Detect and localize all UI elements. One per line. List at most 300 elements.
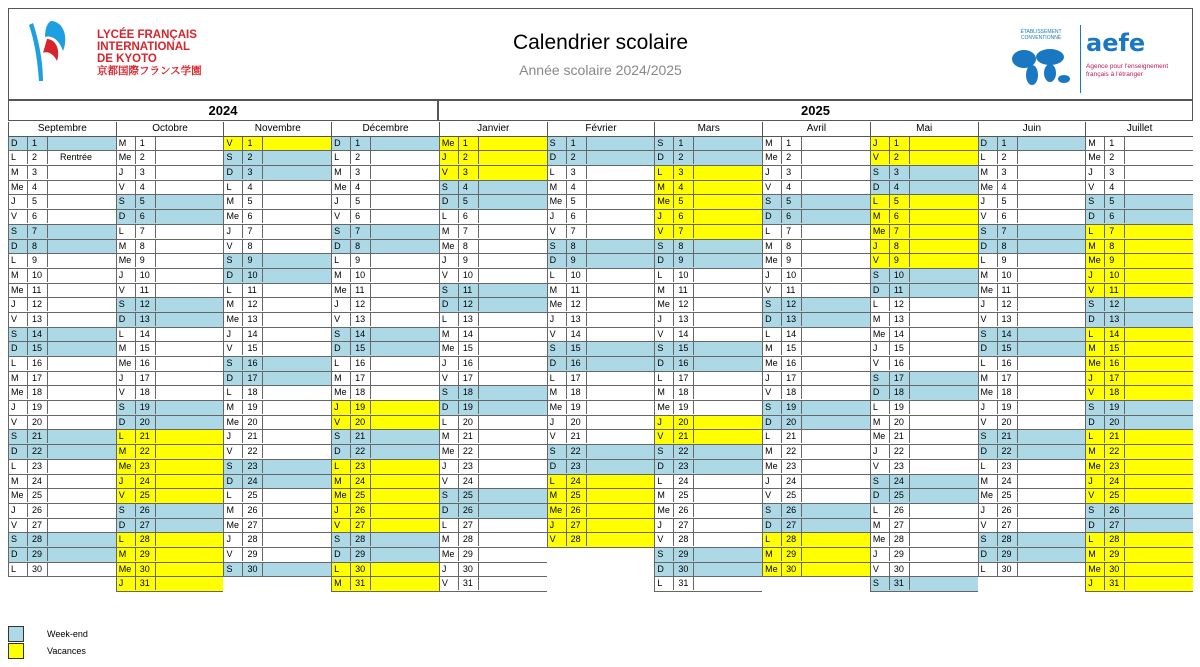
day-letter: M xyxy=(765,548,773,559)
day-row xyxy=(223,151,331,166)
day-letter: M xyxy=(118,240,127,251)
day-row xyxy=(1085,269,1193,284)
day-row xyxy=(8,225,116,240)
day-row xyxy=(654,533,762,548)
day-number: 28 xyxy=(458,533,473,546)
day-number: 24 xyxy=(997,475,1012,488)
day-number: 26 xyxy=(27,504,42,517)
day-row xyxy=(439,519,547,534)
day-letter: M xyxy=(334,475,342,486)
day-note xyxy=(370,372,427,385)
day-letter: J xyxy=(765,372,770,383)
day-row xyxy=(762,460,870,475)
day-letter: Me xyxy=(441,343,455,354)
day-note xyxy=(262,357,319,370)
day-number: 9 xyxy=(997,254,1007,267)
day-letter: J xyxy=(1088,372,1093,383)
day-note xyxy=(47,328,104,341)
day-row xyxy=(116,254,224,269)
day-row xyxy=(223,489,331,504)
day-letter: M xyxy=(549,387,558,398)
day-letter: J xyxy=(334,196,339,207)
day-number: 4 xyxy=(458,181,468,194)
day-row xyxy=(223,357,331,372)
day-number: 17 xyxy=(242,372,257,385)
day-row xyxy=(1085,240,1193,255)
day-letter: J xyxy=(872,343,878,354)
day-letter: Me xyxy=(765,255,778,266)
day-number: 18 xyxy=(350,386,365,399)
day-note xyxy=(47,401,104,414)
day-note xyxy=(155,519,212,532)
day-note xyxy=(370,298,427,311)
day-letter: S xyxy=(334,534,341,545)
day-number: 30 xyxy=(350,563,365,576)
day-row xyxy=(547,225,655,240)
day-note xyxy=(47,357,104,370)
day-number: 4 xyxy=(1104,181,1114,194)
day-row xyxy=(1085,357,1193,372)
day-letter: V xyxy=(657,328,664,339)
day-letter: Me xyxy=(334,284,347,295)
day-letter: S xyxy=(118,299,125,310)
day-note xyxy=(801,475,858,488)
day-number: 31 xyxy=(889,577,904,590)
day-letter: J xyxy=(765,167,770,178)
day-note xyxy=(155,298,212,311)
day-note xyxy=(693,210,750,223)
day-number: 8 xyxy=(781,240,791,253)
day-row xyxy=(116,504,224,519)
day-letter: D xyxy=(226,167,233,178)
day-number: 7 xyxy=(997,225,1007,238)
day-note xyxy=(47,548,104,561)
day-note xyxy=(478,548,535,561)
day-letter: L xyxy=(765,328,771,339)
day-note xyxy=(801,195,858,208)
day-note xyxy=(693,240,750,253)
day-number: 3 xyxy=(135,166,145,179)
day-number: 19 xyxy=(350,401,365,414)
day-letter: L xyxy=(980,255,986,266)
day-letter: V xyxy=(765,181,772,192)
day-row xyxy=(870,460,978,475)
day-letter: L xyxy=(334,358,340,368)
day-note xyxy=(801,489,858,502)
day-letter: S xyxy=(118,402,125,413)
day-number: 13 xyxy=(350,313,365,326)
day-note xyxy=(47,166,104,179)
day-row xyxy=(978,166,1086,181)
day-note xyxy=(47,563,104,576)
day-number: 23 xyxy=(27,460,42,473)
day-row xyxy=(654,563,762,578)
day-note xyxy=(693,372,750,385)
day-letter: L xyxy=(11,563,17,574)
day-row xyxy=(1085,533,1193,548)
day-number: 5 xyxy=(889,195,899,208)
day-number: 28 xyxy=(673,533,688,546)
day-row xyxy=(439,563,547,578)
day-row xyxy=(547,357,655,372)
day-row xyxy=(331,137,439,152)
day-row xyxy=(8,210,116,225)
day-row xyxy=(331,181,439,196)
day-letter: S xyxy=(657,137,664,148)
aefe-logo xyxy=(1006,21,1186,96)
day-number: 30 xyxy=(458,563,473,576)
day-number: 3 xyxy=(350,166,360,179)
day-note xyxy=(801,416,858,429)
day-row xyxy=(223,313,331,328)
day-letter: V xyxy=(441,269,448,280)
day-row xyxy=(762,328,870,343)
day-letter: V xyxy=(441,372,448,383)
day-number: 19 xyxy=(27,401,42,414)
day-number: 6 xyxy=(27,210,37,223)
day-row xyxy=(762,416,870,431)
day-note xyxy=(693,577,750,590)
day-note xyxy=(586,195,643,208)
day-letter: Me xyxy=(765,358,778,368)
day-row xyxy=(870,548,978,563)
day-letter: J xyxy=(118,269,124,280)
day-note xyxy=(1017,151,1074,164)
day-letter: L xyxy=(872,299,878,310)
day-number: 23 xyxy=(458,460,473,473)
day-note xyxy=(801,563,858,576)
lycee-logo xyxy=(19,17,202,97)
day-row xyxy=(8,357,116,372)
day-letter: V xyxy=(872,460,879,471)
school-name-line: INTERNATIONAL xyxy=(97,41,191,53)
day-row xyxy=(331,372,439,387)
day-letter: S xyxy=(441,387,448,398)
day-note xyxy=(47,416,104,429)
day-letter: V xyxy=(980,313,987,324)
day-row xyxy=(1085,298,1193,313)
day-letter: L xyxy=(11,358,17,368)
day-row xyxy=(547,313,655,328)
day-note xyxy=(262,372,319,385)
day-letter: M xyxy=(334,167,342,178)
day-note xyxy=(693,342,750,355)
day-letter: S xyxy=(441,490,448,501)
day-row xyxy=(547,372,655,387)
day-letter: Me xyxy=(549,504,563,515)
month-column xyxy=(870,122,978,592)
day-note xyxy=(478,225,535,238)
day-row xyxy=(870,386,978,401)
day-note xyxy=(262,225,319,238)
day-note xyxy=(370,386,427,399)
day-number: 22 xyxy=(673,445,688,458)
day-note xyxy=(586,210,643,223)
day-number: 29 xyxy=(673,548,688,561)
day-row xyxy=(762,401,870,416)
day-number: 9 xyxy=(350,254,360,267)
day-row xyxy=(439,489,547,504)
day-row xyxy=(870,328,978,343)
day-row xyxy=(331,151,439,166)
day-row xyxy=(116,577,224,592)
day-row xyxy=(116,328,224,343)
day-number: 1 xyxy=(135,137,145,150)
day-note xyxy=(693,166,750,179)
day-row xyxy=(439,548,547,563)
day-note xyxy=(370,460,427,473)
day-letter: V xyxy=(334,519,341,530)
day-row xyxy=(223,298,331,313)
day-number: 1 xyxy=(242,137,252,150)
day-number: 19 xyxy=(673,401,688,414)
day-note xyxy=(478,489,535,502)
day-note xyxy=(693,284,750,297)
day-letter: Me xyxy=(549,299,563,310)
day-note xyxy=(586,386,643,399)
day-row xyxy=(223,519,331,534)
aefe-wordmark: aefe xyxy=(1086,29,1146,57)
day-letter: M xyxy=(980,167,989,178)
day-note xyxy=(909,430,966,443)
day-number: 5 xyxy=(781,195,791,208)
day-note xyxy=(47,181,104,194)
day-row xyxy=(762,372,870,387)
month-name: Mars xyxy=(654,122,762,137)
day-letter: J xyxy=(226,225,231,236)
day-note xyxy=(693,298,750,311)
day-number: 23 xyxy=(242,460,257,473)
day-row xyxy=(331,166,439,181)
day-row xyxy=(439,284,547,299)
day-letter: S xyxy=(549,137,556,148)
day-number: 7 xyxy=(242,225,252,238)
day-number: 26 xyxy=(889,504,904,517)
day-letter: S xyxy=(226,358,233,368)
day-note xyxy=(909,489,966,502)
day-row xyxy=(331,563,439,578)
day-row xyxy=(547,430,655,445)
day-letter: M xyxy=(1088,548,1096,559)
day-row xyxy=(547,240,655,255)
day-note xyxy=(1017,181,1074,194)
day-row xyxy=(654,548,762,563)
day-note xyxy=(155,460,212,473)
day-note xyxy=(693,151,750,164)
day-row xyxy=(331,342,439,357)
day-note xyxy=(155,504,212,517)
day-row xyxy=(547,210,655,225)
day-note xyxy=(47,475,104,488)
day-note xyxy=(1017,401,1074,414)
day-letter: M xyxy=(657,387,665,398)
day-row xyxy=(439,210,547,225)
day-letter: V xyxy=(549,225,556,236)
day-number: 19 xyxy=(781,401,796,414)
day-note xyxy=(155,533,212,546)
day-number: 8 xyxy=(889,240,899,253)
day-row xyxy=(116,548,224,563)
day-row xyxy=(978,416,1086,431)
day-number: 16 xyxy=(566,357,581,370)
day-row xyxy=(762,548,870,563)
day-letter: V xyxy=(334,211,341,222)
day-letter: M xyxy=(549,284,558,295)
day-number: 10 xyxy=(242,269,257,282)
day-note xyxy=(801,386,858,399)
page-title: Calendrier scolaire xyxy=(512,31,689,54)
day-note xyxy=(370,475,427,488)
day-row xyxy=(8,254,116,269)
day-row xyxy=(547,416,655,431)
day-note xyxy=(478,445,535,458)
day-row xyxy=(762,166,870,181)
day-letter: Me xyxy=(1088,255,1101,266)
day-number: 20 xyxy=(458,416,473,429)
day-note xyxy=(693,195,750,208)
day-letter: D xyxy=(118,313,126,324)
month-column xyxy=(116,122,224,592)
day-note xyxy=(262,342,319,355)
day-number: 20 xyxy=(135,416,150,429)
day-row xyxy=(870,504,978,519)
day-letter: M xyxy=(549,181,558,192)
day-letter: J xyxy=(441,152,447,163)
day-letter: J xyxy=(226,328,231,339)
day-number: 11 xyxy=(135,284,149,297)
day-letter: D xyxy=(1088,211,1095,222)
day-row xyxy=(331,386,439,401)
day-note xyxy=(47,445,104,458)
day-letter: V xyxy=(118,387,125,398)
day-number: 19 xyxy=(458,401,473,414)
day-number: 25 xyxy=(458,489,473,502)
day-number: 1 xyxy=(781,137,791,150)
day-letter: M xyxy=(1088,240,1096,251)
day-note xyxy=(693,386,750,399)
day-number: 18 xyxy=(242,386,257,399)
day-letter: V xyxy=(872,563,879,574)
day-row xyxy=(870,240,978,255)
day-row xyxy=(978,298,1086,313)
day-note xyxy=(1017,475,1074,488)
day-number: 16 xyxy=(350,357,365,370)
day-letter: Me xyxy=(657,504,670,515)
day-row xyxy=(654,195,762,210)
day-number: 13 xyxy=(242,313,257,326)
day-number: 21 xyxy=(1104,430,1119,443)
day-letter: M xyxy=(765,137,773,148)
day-number: 15 xyxy=(135,342,150,355)
day-number: 17 xyxy=(27,372,42,385)
day-number: 4 xyxy=(889,181,899,194)
day-row xyxy=(439,533,547,548)
day-letter: V xyxy=(226,240,233,251)
day-note xyxy=(1124,298,1181,311)
day-letter: S xyxy=(657,548,664,559)
day-note xyxy=(1124,342,1181,355)
day-number: 20 xyxy=(889,416,904,429)
day-letter: Me xyxy=(872,225,886,236)
day-row xyxy=(654,284,762,299)
day-letter: M xyxy=(226,299,234,310)
day-number: 17 xyxy=(350,372,365,385)
day-number: 13 xyxy=(673,313,688,326)
day-row xyxy=(654,298,762,313)
day-row xyxy=(870,372,978,387)
day-row xyxy=(223,504,331,519)
day-row xyxy=(116,445,224,460)
day-number: 16 xyxy=(1104,357,1119,370)
day-row xyxy=(8,430,116,445)
day-row xyxy=(116,533,224,548)
day-letter: S xyxy=(1088,196,1095,207)
day-number: 30 xyxy=(889,563,904,576)
day-note xyxy=(262,181,319,194)
day-row xyxy=(331,460,439,475)
day-row xyxy=(654,386,762,401)
day-row xyxy=(8,313,116,328)
day-letter: V xyxy=(334,416,341,427)
day-row xyxy=(1085,445,1193,460)
day-number: 11 xyxy=(242,284,256,297)
day-letter: V xyxy=(765,490,772,501)
day-letter: Me xyxy=(980,284,994,295)
day-row xyxy=(762,210,870,225)
day-number: 5 xyxy=(673,195,683,208)
day-row xyxy=(654,137,762,152)
day-row xyxy=(116,298,224,313)
day-row xyxy=(439,137,547,152)
day-letter: Me xyxy=(441,137,455,148)
day-row xyxy=(547,504,655,519)
day-letter: Me xyxy=(980,181,994,192)
day-note xyxy=(370,254,427,267)
day-row xyxy=(654,577,762,592)
day-letter: L xyxy=(334,460,340,471)
day-row xyxy=(1085,519,1193,534)
day-row xyxy=(331,225,439,240)
day-note xyxy=(1124,475,1181,488)
day-row xyxy=(439,166,547,181)
day-letter: V xyxy=(441,578,448,589)
day-note xyxy=(801,519,858,532)
day-letter: M xyxy=(441,534,450,545)
day-number: 27 xyxy=(350,519,365,532)
day-letter: S xyxy=(872,372,879,383)
day-letter: V xyxy=(549,534,556,545)
day-note xyxy=(155,269,212,282)
day-note xyxy=(478,386,535,399)
day-letter: L xyxy=(441,416,447,427)
day-note xyxy=(801,548,858,561)
day-number: 10 xyxy=(781,269,796,282)
day-letter: Me xyxy=(657,402,670,413)
day-letter: L xyxy=(872,504,878,515)
day-letter: M xyxy=(657,490,665,501)
day-note xyxy=(155,151,212,164)
day-number: 9 xyxy=(135,254,145,267)
day-row xyxy=(8,445,116,460)
day-letter: D xyxy=(872,181,880,192)
day-letter: J xyxy=(334,402,339,413)
day-row xyxy=(439,298,547,313)
day-note xyxy=(262,401,319,414)
day-letter: J xyxy=(11,196,16,207)
day-note xyxy=(1017,548,1074,561)
day-row xyxy=(1085,430,1193,445)
day-letter: D xyxy=(657,358,664,368)
